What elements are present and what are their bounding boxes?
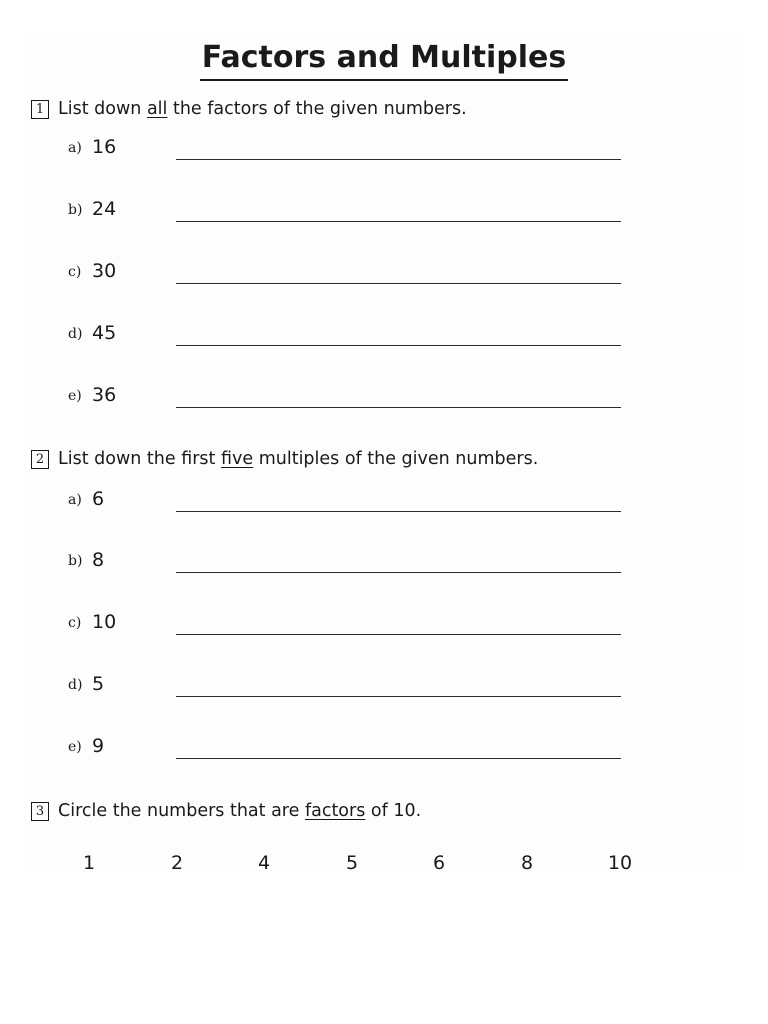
question-2-emphasis: five xyxy=(220,449,254,469)
choice-number[interactable]: 1 xyxy=(82,852,96,874)
answer-line[interactable] xyxy=(176,758,621,759)
question-2 xyxy=(31,447,538,471)
question-2-number-box: 2 xyxy=(31,450,49,469)
q1-row-a xyxy=(68,136,628,166)
question-1-emphasis: all xyxy=(146,99,168,119)
answer-line[interactable] xyxy=(176,407,621,408)
question-1-text-before: List down xyxy=(58,99,147,119)
item-letter: c) xyxy=(68,615,82,631)
choice-number[interactable]: 4 xyxy=(257,852,271,874)
answer-line[interactable] xyxy=(176,572,621,573)
answer-line[interactable] xyxy=(176,696,621,697)
item-number: 9 xyxy=(92,735,105,757)
answer-line[interactable] xyxy=(176,634,621,635)
item-number: 6 xyxy=(92,488,105,510)
answer-line[interactable] xyxy=(176,511,621,512)
item-letter: a) xyxy=(68,140,82,156)
answer-line[interactable] xyxy=(176,159,621,160)
question-1-text-after: the factors of the given numbers. xyxy=(167,99,467,119)
question-1-number-box: 1 xyxy=(31,100,49,119)
item-number: 8 xyxy=(92,549,105,571)
q1-row-e xyxy=(68,384,628,414)
item-number: 36 xyxy=(92,384,117,406)
item-number: 45 xyxy=(92,322,117,344)
q2-row-e xyxy=(68,735,628,765)
question-3-text-before: Circle the numbers that are xyxy=(58,801,305,821)
page-title-wrapper xyxy=(0,38,768,81)
item-letter: e) xyxy=(68,739,82,755)
q1-row-c xyxy=(68,260,628,290)
question-2-text-after: multiples of the given numbers. xyxy=(253,449,539,469)
choice-number[interactable]: 5 xyxy=(345,852,359,874)
item-letter: a) xyxy=(68,492,82,508)
item-number: 24 xyxy=(92,198,117,220)
question-2-text-before: List down the first xyxy=(58,449,221,469)
q2-row-a xyxy=(68,488,628,518)
q2-row-d xyxy=(68,673,628,703)
item-letter: d) xyxy=(68,677,83,693)
answer-line[interactable] xyxy=(176,345,621,346)
q2-row-b xyxy=(68,549,628,579)
item-number: 30 xyxy=(92,260,117,282)
choice-number[interactable]: 2 xyxy=(170,852,184,874)
item-letter: d) xyxy=(68,326,83,342)
question-3 xyxy=(31,799,421,823)
question-3-emphasis: factors xyxy=(304,801,366,821)
item-letter: b) xyxy=(68,202,83,218)
answer-line[interactable] xyxy=(176,283,621,284)
choice-number[interactable]: 6 xyxy=(432,852,446,874)
factor-choices xyxy=(0,852,768,878)
item-letter: e) xyxy=(68,388,82,404)
q1-row-b xyxy=(68,198,628,228)
q2-row-c xyxy=(68,611,628,641)
item-number: 5 xyxy=(92,673,105,695)
page-title: Factors and Multiples xyxy=(200,38,568,81)
item-letter: c) xyxy=(68,264,82,280)
item-number: 10 xyxy=(92,611,117,633)
question-1 xyxy=(31,97,467,121)
q1-row-d xyxy=(68,322,628,352)
question-3-number-box: 3 xyxy=(31,802,49,821)
choice-number[interactable]: 10 xyxy=(607,852,633,874)
choice-number[interactable]: 8 xyxy=(520,852,534,874)
answer-line[interactable] xyxy=(176,221,621,222)
item-letter: b) xyxy=(68,553,83,569)
item-number: 16 xyxy=(92,136,117,158)
question-3-text-after: of 10. xyxy=(365,801,422,821)
